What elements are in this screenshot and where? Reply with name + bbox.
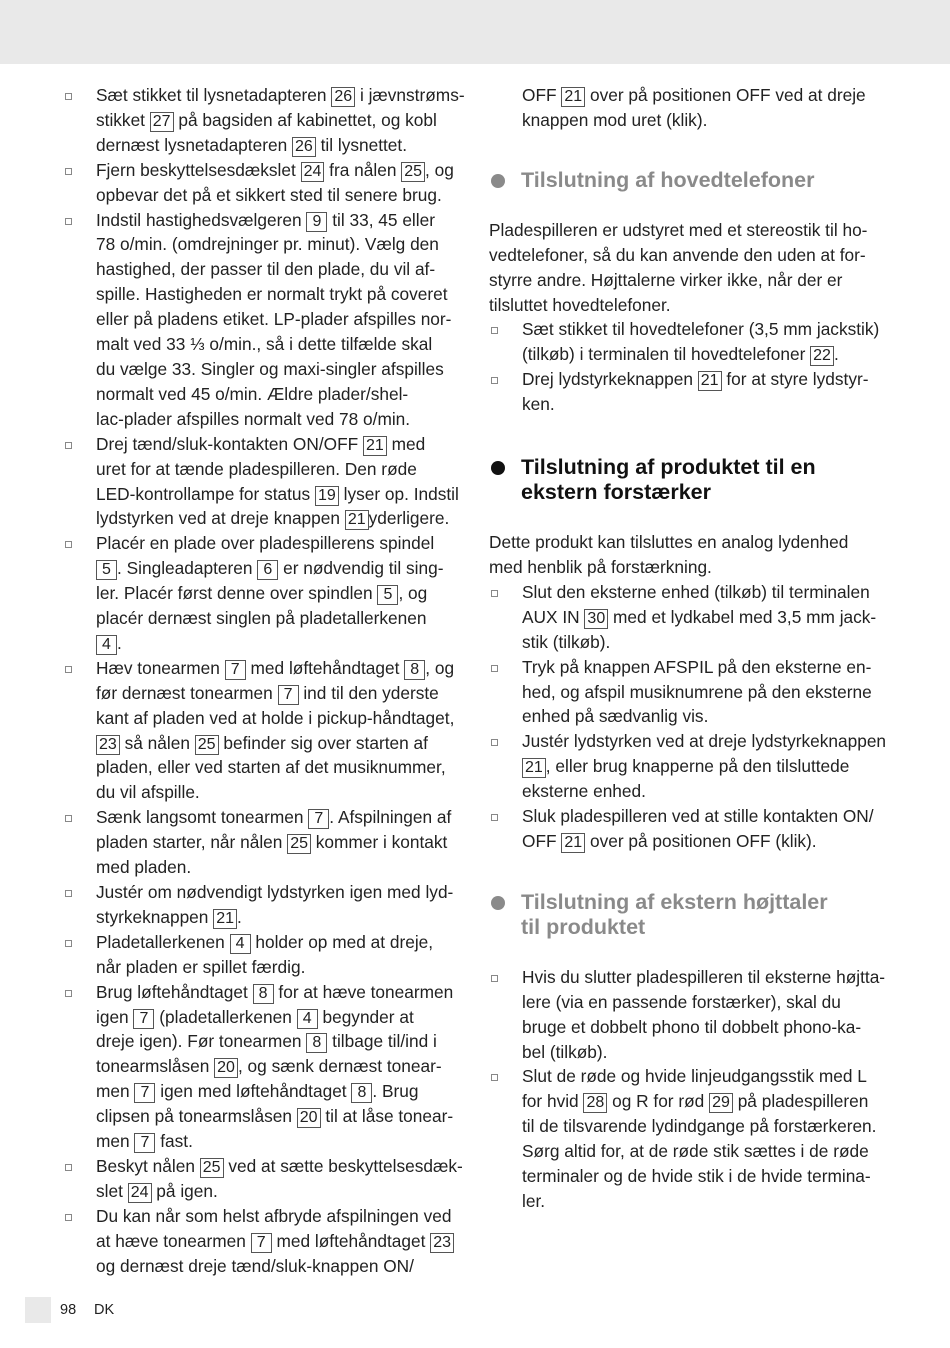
instruction-step: Sluk pladespilleren ved at stille kontakten ON/ OFF 21 over på positionen OFF (klik).: [489, 804, 894, 854]
instruction-step: Sænk langsomt tonearmen 7 . Afspilningen af pladen starter, når nålen 25 kommer i kontakt med pladen.: [63, 805, 468, 880]
checkbox-bullet-icon: [491, 975, 498, 982]
checkbox-bullet-icon: [65, 168, 72, 175]
instruction-step: Slut de røde og hvide linjeudgangsstik med L for hvid 28 og R for rød 29 på pladespilleren til de tilsvarende lydindgange på forstærkeren. Sørg altid for, at de røde stik sættes i de røde terminaler og de hvide stik i de hvide termina- ler.: [489, 1064, 894, 1213]
part-number-ref: 20: [214, 1058, 238, 1078]
instruction-step: Sæt stikket til hovedtelefoner (3,5 mm jackstik) (tilkøb) i terminalen til hovedtelefoner 22 .: [489, 317, 894, 367]
part-number-ref: 26: [331, 87, 355, 107]
part-number-ref: 29: [709, 1093, 733, 1113]
header-band: [0, 0, 950, 64]
instruction-step: Pladetallerkenen 4 holder op med at dreje, når pladen er spillet færdig.: [63, 930, 468, 980]
instruction-step: Beskyt nålen 25 ved at sætte beskyttelsesdæk- slet 24 på igen.: [63, 1154, 468, 1204]
part-number-ref: 8: [404, 660, 425, 680]
part-number-ref: 25: [401, 162, 425, 182]
part-number-ref: 9: [306, 212, 327, 232]
checkbox-bullet-icon: [491, 739, 498, 746]
page-number: 98: [60, 1302, 77, 1318]
part-number-ref: 23: [430, 1233, 454, 1253]
checkbox-bullet-icon: [65, 442, 72, 449]
bullet-dot-icon: [491, 174, 505, 188]
checkbox-bullet-icon: [491, 814, 498, 821]
section-heading: Tilslutning af hovedtelefoner: [489, 168, 894, 193]
instruction-step: Drej tænd/sluk-kontakten ON/OFF 21 med uret for at tænde pladespilleren. Den røde LED-kontrollampe for status 19 lyser op. Indstil lydstyrken ved at dreje knappen 21 yderligere.: [63, 432, 468, 532]
checkbox-bullet-icon: [65, 940, 72, 947]
checkbox-bullet-icon: [491, 1074, 498, 1081]
checkbox-bullet-icon: [65, 815, 72, 822]
spacer: [489, 417, 894, 455]
part-number-ref: 20: [297, 1108, 321, 1128]
instruction-step: Placér en plade over pladespillerens spindel 5 . Singleadapteren 6 er nødvendig til sing- ler. Placér først denne over spindlen 5 , og placér dernæst singlen på pladetallerkenen 4 .: [63, 531, 468, 656]
page-tab-marker: [25, 1297, 51, 1323]
part-number-ref: 25: [195, 735, 219, 755]
instruction-step: Du kan når som helst afbryde afspilningen ved at hæve tonearmen 7 med løftehåndtaget 23 og dernæst dreje tænd/sluk-knappen ON/: [63, 1204, 468, 1279]
part-number-ref: 6: [257, 560, 278, 580]
left-column: [63, 83, 468, 1279]
part-number-ref: 21: [698, 371, 722, 391]
spacer: [489, 854, 894, 890]
part-number-ref: 5: [96, 560, 117, 580]
part-number-ref: 19: [315, 486, 339, 506]
part-number-ref: 5: [377, 585, 398, 605]
part-number-ref: 8: [351, 1083, 372, 1103]
part-number-ref: 23: [96, 735, 120, 755]
spacer: [489, 940, 894, 965]
language-code: DK: [94, 1302, 115, 1318]
checkbox-bullet-icon: [491, 665, 498, 672]
bullet-dot-icon: [491, 896, 505, 910]
instruction-step: Brug løftehåndtaget 8 for at hæve tonearmen igen 7 (pladetallerkenen 4 begynder at dreje igen). Før tonearmen 8 tilbage til/ind i tonearmslåsen 20 , og sænk dernæst tonear- men 7 igen med løftehåndtaget 8 . Brug clipsen på tonearmslåsen 20 til at låse tonear- men 7 fast.: [63, 980, 468, 1154]
checkbox-bullet-icon: [491, 590, 498, 597]
section-intro: Dette produkt kan tilsluttes en analog lydenhed med henblik på forstærkning.: [489, 532, 849, 577]
part-number-ref: 25: [200, 1158, 224, 1178]
part-number-ref: 21: [345, 510, 369, 530]
checkbox-bullet-icon: [65, 541, 72, 548]
section-heading: Tilslutning af produktet til en ekstern forstærker: [489, 455, 894, 505]
part-number-ref: 4: [96, 635, 117, 655]
checkbox-bullet-icon: [491, 377, 498, 384]
section-intro: Pladespilleren er udstyret med et stereostik til ho- vedtelefoner, så du kan anvende den uden at for- styrre andre. Højttalerne virker ikke, når der er tilsluttet hovedtelefoner.: [489, 219, 868, 315]
part-number-ref: 8: [306, 1033, 327, 1053]
part-number-ref: 7: [133, 1009, 154, 1029]
instruction-step: Indstil hastighedsvælgeren 9 til 33, 45 eller 78 o/min. (omdrejninger pr. minut). Vælg den hastighed, der passer til den plade, du vil af- spille. Hastigheden er normalt trykt på coveret eller på pladens etiket. LP-plader afspilles nor- malt ved 33 ⅓ o/min., så i dette tilfælde skal du vælge 33. Singler og maxi-singler afspilles normalt ved 45 o/min. Ældre plader/shel- lac-plader afspilles normalt ved 78 o/min.: [63, 208, 468, 432]
part-number-ref: 7: [134, 1133, 155, 1153]
instruction-step: Justér lydstyrken ved at dreje lydstyrkeknappen 21 , eller brug knapperne på den tilsluttede eksterne enhed.: [489, 729, 894, 804]
instruction-step: Drej lydstyrkeknappen 21 for at styre lydstyr- ken.: [489, 367, 894, 417]
instruction-step: Slut den eksterne enhed (tilkøb) til terminalen AUX IN 30 med et lydkabel med 3,5 mm jack- stik (tilkøb).: [489, 580, 894, 655]
part-number-ref: 4: [297, 1009, 318, 1029]
bullet-dot-icon: [491, 461, 505, 475]
part-number-ref: 21: [522, 758, 546, 778]
checkbox-bullet-icon: [65, 990, 72, 997]
spacer: [489, 505, 894, 530]
part-number-ref: 7: [308, 809, 329, 829]
part-number-ref: 21: [561, 87, 585, 107]
part-number-ref: 26: [292, 137, 316, 157]
part-number-ref: 21: [213, 909, 237, 929]
instruction-continuation: OFF 21 over på positionen OFF ved at dreje knappen mod uret (klik).: [522, 85, 866, 130]
part-number-ref: 27: [150, 112, 174, 132]
part-number-ref: 7: [251, 1233, 272, 1253]
part-number-ref: 7: [134, 1083, 155, 1103]
checkbox-bullet-icon: [491, 327, 498, 334]
checkbox-bullet-icon: [65, 93, 72, 100]
instruction-step: Hæv tonearmen 7 med løftehåndtaget 8 , og før dernæst tonearmen 7 ind til den yderste kant af pladen ved at holde i pickup-håndtaget, 23 så nålen 25 befinder sig over starten af pladen, eller ved starten af det musiknummer, du vil afspille.: [63, 656, 468, 805]
part-number-ref: 30: [584, 609, 608, 629]
spacer: [489, 193, 894, 218]
checkbox-bullet-icon: [65, 890, 72, 897]
part-number-ref: 22: [810, 346, 834, 366]
part-number-ref: 8: [253, 984, 274, 1004]
instruction-step: Hvis du slutter pladespilleren til eksterne højtta- lere (via en passende forstærker), skal du bruge et dobbelt phono til dobbelt phono-ka- bel (tilkøb).: [489, 965, 894, 1065]
part-number-ref: 4: [230, 934, 251, 954]
instruction-step: Fjern beskyttelsesdækslet 24 fra nålen 25 , og opbevar det på et sikkert sted til senere brug.: [63, 158, 468, 208]
part-number-ref: 7: [225, 660, 246, 680]
part-number-ref: 21: [561, 833, 585, 853]
checkbox-bullet-icon: [65, 1214, 72, 1221]
section-heading: Tilslutning af ekstern højttaler til produktet: [489, 890, 894, 940]
instruction-step: Justér om nødvendigt lydstyrken igen med lyd- styrkeknappen 21 .: [63, 880, 468, 930]
part-number-ref: 25: [287, 834, 311, 854]
spacer: [489, 133, 894, 168]
checkbox-bullet-icon: [65, 666, 72, 673]
instruction-step: Tryk på knappen AFSPIL på den eksterne en- hed, og afspil musiknumrene på den eksterne enhed på sædvanlig vis.: [489, 655, 894, 730]
right-column: [489, 83, 894, 1214]
checkbox-bullet-icon: [65, 218, 72, 225]
instruction-step: Sæt stikket til lysnetadapteren 26 i jævnstrøms- stikket 27 på bagsiden af kabinettet, og kobl dernæst lysnetadapteren 26 til lysnettet.: [63, 83, 468, 158]
part-number-ref: 24: [128, 1183, 152, 1203]
part-number-ref: 21: [363, 436, 387, 456]
part-number-ref: 24: [301, 162, 325, 182]
part-number-ref: 28: [583, 1093, 607, 1113]
checkbox-bullet-icon: [65, 1164, 72, 1171]
part-number-ref: 7: [278, 685, 299, 705]
